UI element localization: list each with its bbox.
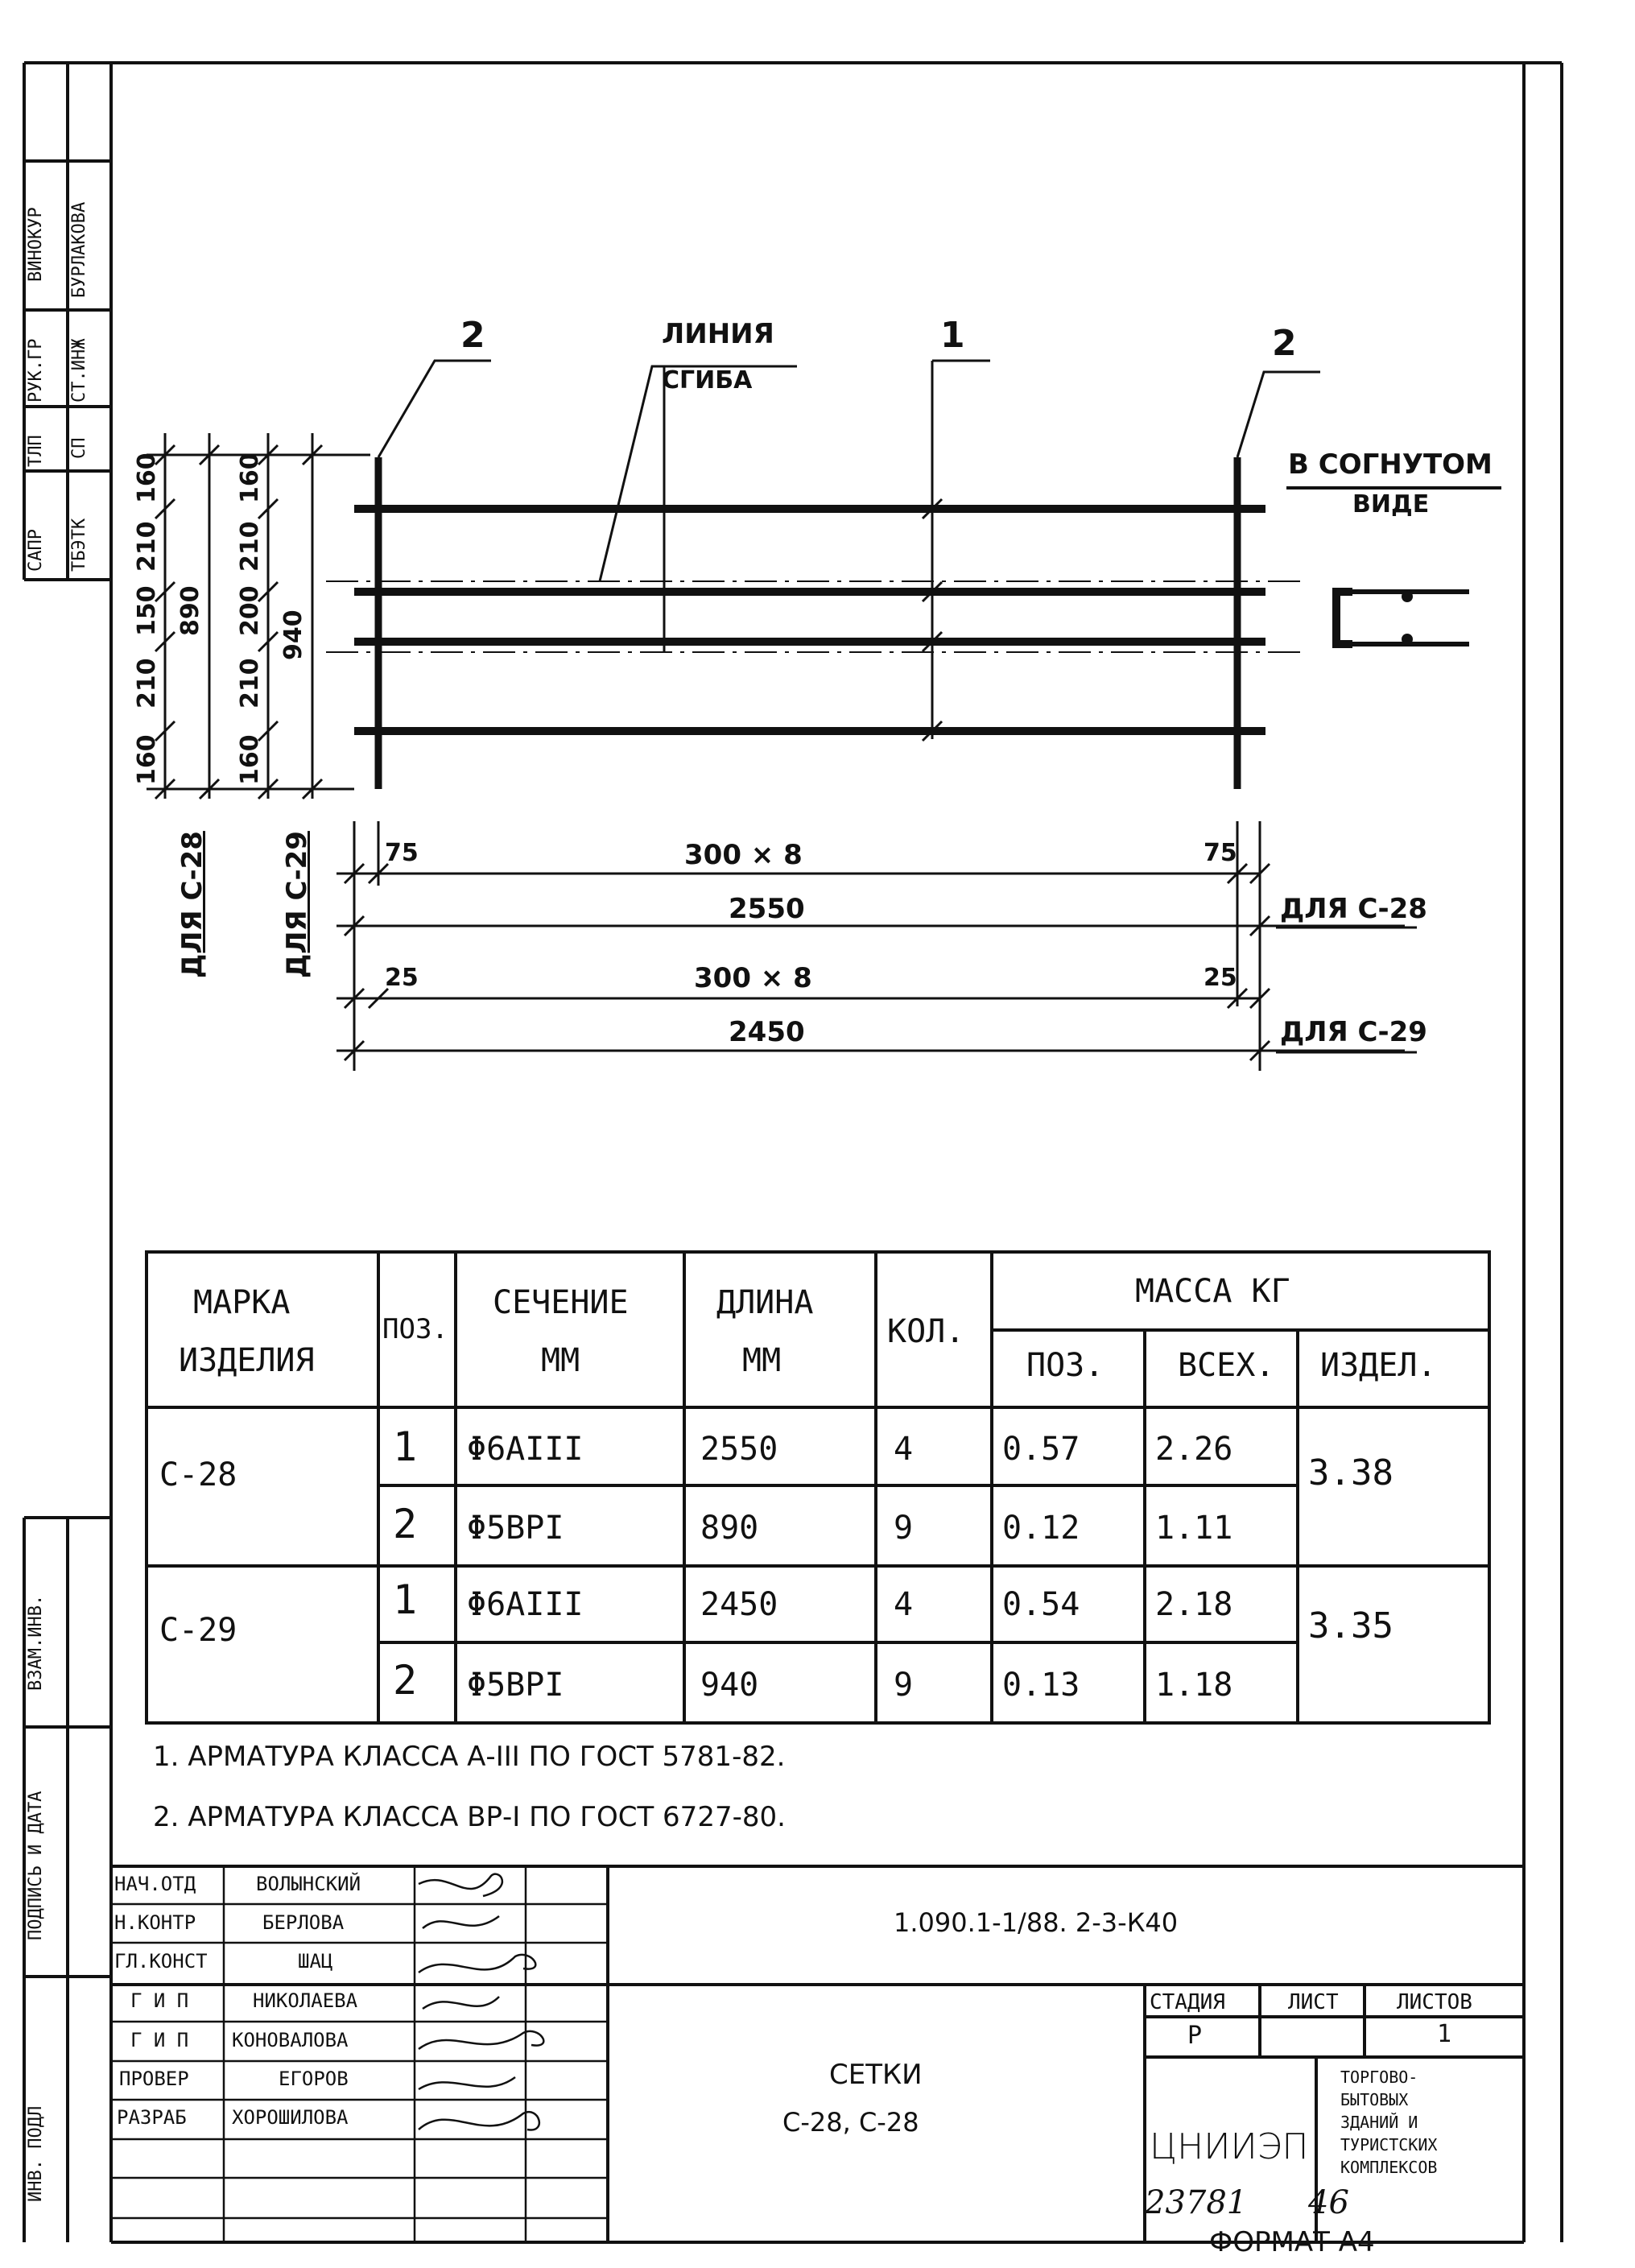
row1-length: 2550 — [700, 1431, 778, 1468]
row1-mass-pos: 0.57 — [1002, 1431, 1080, 1468]
dim-c28-210b: 210 — [133, 658, 161, 708]
inv-number: 23781 — [1145, 2184, 1248, 2221]
dim-c28-160a: 160 — [133, 452, 161, 503]
row2-pos: 2 — [393, 1501, 418, 1547]
stamp-podpis-data: ПОДПИСЬ И ДАТА — [26, 1791, 46, 1940]
dim-c28-160b: 160 — [133, 734, 161, 785]
stamp-sapr: САПР — [26, 529, 46, 572]
row1-mass-item: 3.38 — [1308, 1452, 1393, 1493]
row1-mass-all: 2.26 — [1155, 1431, 1233, 1468]
role-1: НАЧ.ОТД — [114, 1873, 196, 1895]
dim-c29-200: 200 — [236, 585, 264, 636]
stage-label: СТАДИЯ — [1150, 1990, 1225, 2014]
sheets-value: 1 — [1437, 2020, 1452, 2048]
name-4: НИКОЛАЕВА — [253, 1989, 358, 2012]
hdr-pos: ПОЗ. — [382, 1313, 448, 1345]
org-desc-1: ТОРГОВО- — [1340, 2068, 1418, 2087]
name-6: ЕГОРОВ — [279, 2068, 349, 2090]
dim-c29-210a: 210 — [236, 521, 264, 572]
callout-pos2-right: 2 — [1272, 323, 1297, 364]
dim-c29-edge-right: 25 — [1204, 964, 1237, 992]
stamp-sp: СП — [69, 437, 89, 459]
row2-length: 890 — [700, 1510, 759, 1547]
org-desc-3: ЗДАНИЙ И — [1340, 2113, 1418, 2132]
name-5: КОНОВАЛОВА — [232, 2029, 349, 2051]
hdr-mark-1: МАРКА — [193, 1284, 291, 1321]
row3-qty: 4 — [894, 1586, 914, 1623]
note-2: 2. АРМАТУРА КЛАССА ВР-I ПО ГОСТ 6727-80. — [153, 1801, 786, 1833]
role-4: Г И П — [130, 1989, 189, 2012]
dim-c29-total: 2450 — [729, 1016, 805, 1048]
hdr-section-1: СЕЧЕНИЕ — [493, 1284, 629, 1321]
format-label: ФОРМАТ А4 — [1209, 2226, 1375, 2258]
role-3: ГЛ.КОНСТ — [114, 1950, 208, 1973]
stamp-tlp: ТЛП — [26, 435, 46, 467]
row3-pos: 1 — [393, 1576, 418, 1623]
stamp-vzam-inv: ВЗАМ.ИНВ. — [26, 1594, 46, 1691]
row3-mass-pos: 0.54 — [1002, 1586, 1080, 1623]
row3-mark: С-29 — [159, 1612, 237, 1649]
org-desc-5: КОМПЛЕКСОВ — [1340, 2158, 1438, 2177]
hdr-qty: КОЛ. — [887, 1313, 965, 1350]
role-5: Г И П — [130, 2029, 189, 2051]
row4-length: 940 — [700, 1667, 759, 1704]
dim-c28-mid: 300 × 8 — [684, 839, 803, 871]
stamp-inv-podl: ИНВ. ПОДЛ — [26, 2105, 46, 2202]
sheet-title-1: СЕТКИ — [829, 2059, 923, 2091]
dim-c28-210a: 210 — [133, 521, 161, 572]
doc-code: 1.090.1-1/88. 2-3-К40 — [894, 1907, 1179, 1938]
row1-pos: 1 — [393, 1423, 418, 1470]
dim-c29-940: 940 — [279, 609, 308, 660]
row4-mass-all: 1.18 — [1155, 1667, 1233, 1704]
hdr-section-2: ММ — [541, 1342, 580, 1379]
dim-c28-edge-right: 75 — [1204, 839, 1237, 867]
dim-c29-label: ДЛЯ С-29 — [1280, 1016, 1427, 1048]
dim-c28-150: 150 — [133, 585, 161, 636]
role-2: Н.КОНТР — [114, 1911, 196, 1934]
row3-mass-all: 2.18 — [1155, 1586, 1233, 1623]
hdr-mark-2: ИЗДЕЛИЯ — [179, 1342, 315, 1379]
bend-line-label-2: СГИБА — [662, 366, 753, 395]
hdr-mass-pos: ПОЗ. — [1026, 1347, 1104, 1384]
note-1: 1. АРМАТУРА КЛАССА А-III ПО ГОСТ 5781-82. — [153, 1741, 786, 1773]
stage-value: Р — [1187, 2022, 1203, 2050]
bend-line-label-1: ЛИНИЯ — [662, 318, 774, 350]
dim-c29-160b: 160 — [236, 734, 264, 785]
name-3: ШАЦ — [298, 1950, 333, 1973]
name-1: ВОЛЫНСКИЙ — [256, 1873, 361, 1895]
stamp-tbetk: ТБЭТК — [69, 518, 89, 572]
hdr-mass-item: ИЗДЕЛ. — [1320, 1347, 1437, 1384]
dim-c28-edge-left: 75 — [385, 839, 419, 867]
stamp-ruk-gr: РУК.ГР — [26, 338, 46, 403]
row4-pos: 2 — [393, 1657, 418, 1704]
hdr-length-1: ДЛИНА — [716, 1284, 814, 1321]
bent-view-label-2: ВИДЕ — [1352, 490, 1430, 518]
hdr-length-2: ММ — [742, 1342, 782, 1379]
row2-mass-pos: 0.12 — [1002, 1510, 1080, 1547]
org-name: ЦНИИЭП — [1150, 2126, 1309, 2167]
callout-pos1: 1 — [940, 315, 965, 356]
row4-qty: 9 — [894, 1667, 914, 1704]
sheet-label: ЛИСТ — [1288, 1990, 1339, 2014]
role-7: РАЗРАБ — [117, 2106, 187, 2129]
row1-section: Φ6AIII — [467, 1431, 584, 1468]
name-7: ХОРОШИЛОВА — [232, 2106, 349, 2129]
dim-c29-edge-left: 25 — [385, 964, 419, 992]
row4-mass-pos: 0.13 — [1002, 1667, 1080, 1704]
dim-c28-total: 2550 — [729, 893, 805, 925]
row3-section: Φ6AIII — [467, 1586, 584, 1623]
hdr-mass-all: ВСЕХ. — [1178, 1347, 1275, 1384]
row2-section: Φ5BPI — [467, 1510, 564, 1547]
for-c29-vertical: ДЛЯ С-29 — [281, 831, 313, 978]
row1-qty: 4 — [894, 1431, 914, 1468]
dim-c29-160a: 160 — [236, 452, 264, 503]
stamp-vinokur: ВИНОКУР — [26, 207, 46, 282]
row4-section: Φ5BPI — [467, 1667, 564, 1704]
inv-sheet: 46 — [1308, 2184, 1349, 2221]
org-desc-4: ТУРИСТСКИХ — [1340, 2135, 1438, 2154]
for-c28-vertical: ДЛЯ С-28 — [176, 831, 209, 978]
hdr-mass: МАССА КГ — [1135, 1273, 1290, 1310]
dim-c29-mid: 300 × 8 — [694, 962, 812, 994]
org-desc-2: БЫТОВЫХ — [1340, 2090, 1409, 2109]
sheet-title-2: С-28, С-28 — [782, 2107, 919, 2138]
dim-c28-890: 890 — [176, 585, 204, 636]
sheets-label: ЛИСТОВ — [1397, 1990, 1472, 2014]
row2-mass-all: 1.11 — [1155, 1510, 1233, 1547]
stamp-st-inzh: СТ.ИНЖ — [69, 338, 89, 403]
name-2: БЕРЛОВА — [262, 1911, 345, 1934]
row3-length: 2450 — [700, 1586, 778, 1623]
bent-view-label-1: В СОГНУТОМ — [1288, 448, 1493, 481]
row2-qty: 9 — [894, 1510, 914, 1547]
row3-mass-item: 3.35 — [1308, 1605, 1393, 1646]
dim-c28-label: ДЛЯ С-28 — [1280, 893, 1427, 925]
dim-c29-210b: 210 — [236, 658, 264, 708]
row1-mark: С-28 — [159, 1456, 237, 1493]
stamp-burlakova: БУРЛАКОВА — [69, 201, 89, 298]
role-6: ПРОВЕР — [119, 2068, 189, 2090]
callout-pos2-left: 2 — [460, 315, 485, 356]
